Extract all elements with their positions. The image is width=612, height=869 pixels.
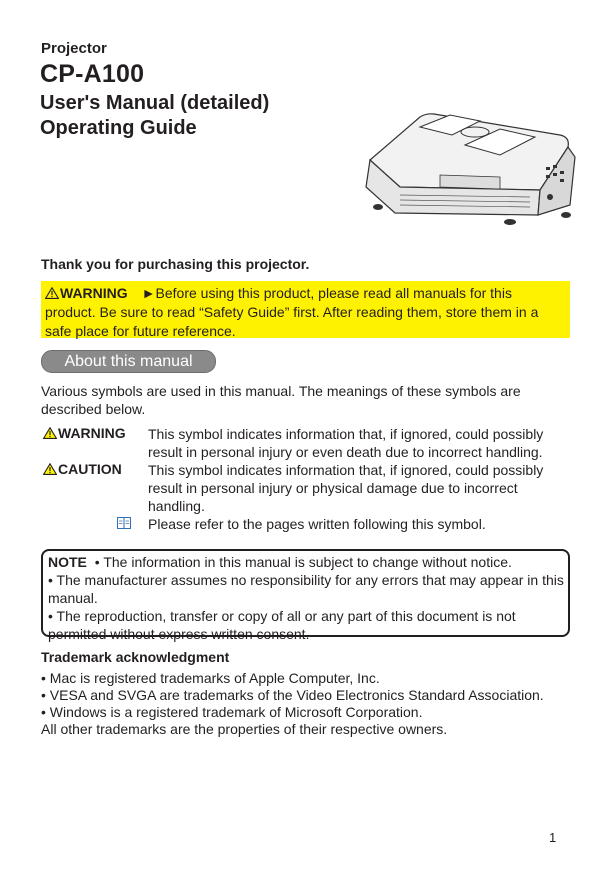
page-number: 1 [549, 830, 557, 845]
warning-box [41, 281, 570, 338]
note-line-1 [48, 553, 564, 571]
note-label: NOTE [48, 554, 87, 570]
trademark-item: • Windows is a registered trademark of Microsoft Corporation. [41, 704, 423, 720]
symbol-warning-label [43, 425, 126, 441]
projector-illustration [360, 105, 582, 240]
trademark-list [41, 670, 581, 738]
manual-title-line1: User's Manual (detailed) [40, 92, 270, 114]
symbol-caution-desc: This symbol indicates information that, if ignored, could possibly result in personal injury or physical damage due to incorrect handling. [148, 462, 544, 514]
note-text-1: • The information in this manual is subject to change without notice. [94, 554, 512, 570]
about-intro: Various symbols are used in this manual. The meanings of these symbols are described below. [41, 383, 521, 417]
warning-label-text: WARNING [60, 285, 128, 301]
symbol-reference-desc: Please refer to the pages written following this symbol. [148, 516, 486, 532]
warning-label [45, 284, 128, 303]
symbol-caution-label [43, 461, 122, 477]
note-box [41, 549, 570, 642]
trademark-heading: Trademark acknowledgment [41, 649, 230, 665]
warning-triangle-icon [45, 287, 59, 299]
note-text-2: • The manufacturer assumes no responsibility for any errors that may appear in this manual. [48, 572, 564, 606]
manual-title-line2: Operating Guide [40, 117, 197, 139]
warning-triangle-icon [43, 427, 57, 439]
thanks-text: Thank you for purchasing this projector. [41, 256, 310, 272]
trademark-item: • VESA and SVGA are trademarks of the Video Electronics Standard Association. [41, 687, 544, 703]
book-reference-icon [117, 517, 131, 529]
warning-text: ►Before using this product, please read all manuals for this product. Be sure to read “Safety Guide” first. After reading them, store them in a safe place for future reference. [45, 285, 539, 339]
symbol-warning-desc: This symbol indicates information that, if ignored, could possibly result in personal injury or even death due to incorrect handling. [148, 426, 544, 460]
trademark-item: All other trademarks are the properties of their respective owners. [41, 721, 448, 737]
trademark-item: • Mac is registered trademarks of Apple Computer, Inc. [41, 670, 380, 686]
section-tab-about: About this manual [41, 350, 216, 373]
model-number: CP-A100 [40, 60, 145, 88]
note-text-3: • The reproduction, transfer or copy of all or any part of this document is not permitted without express written consent. [48, 608, 516, 642]
caution-triangle-icon [43, 463, 57, 475]
product-category: Projector [41, 40, 107, 57]
symbol-warning-text-label: WARNING [58, 425, 126, 441]
symbol-caution-text-label: CAUTION [58, 461, 122, 477]
